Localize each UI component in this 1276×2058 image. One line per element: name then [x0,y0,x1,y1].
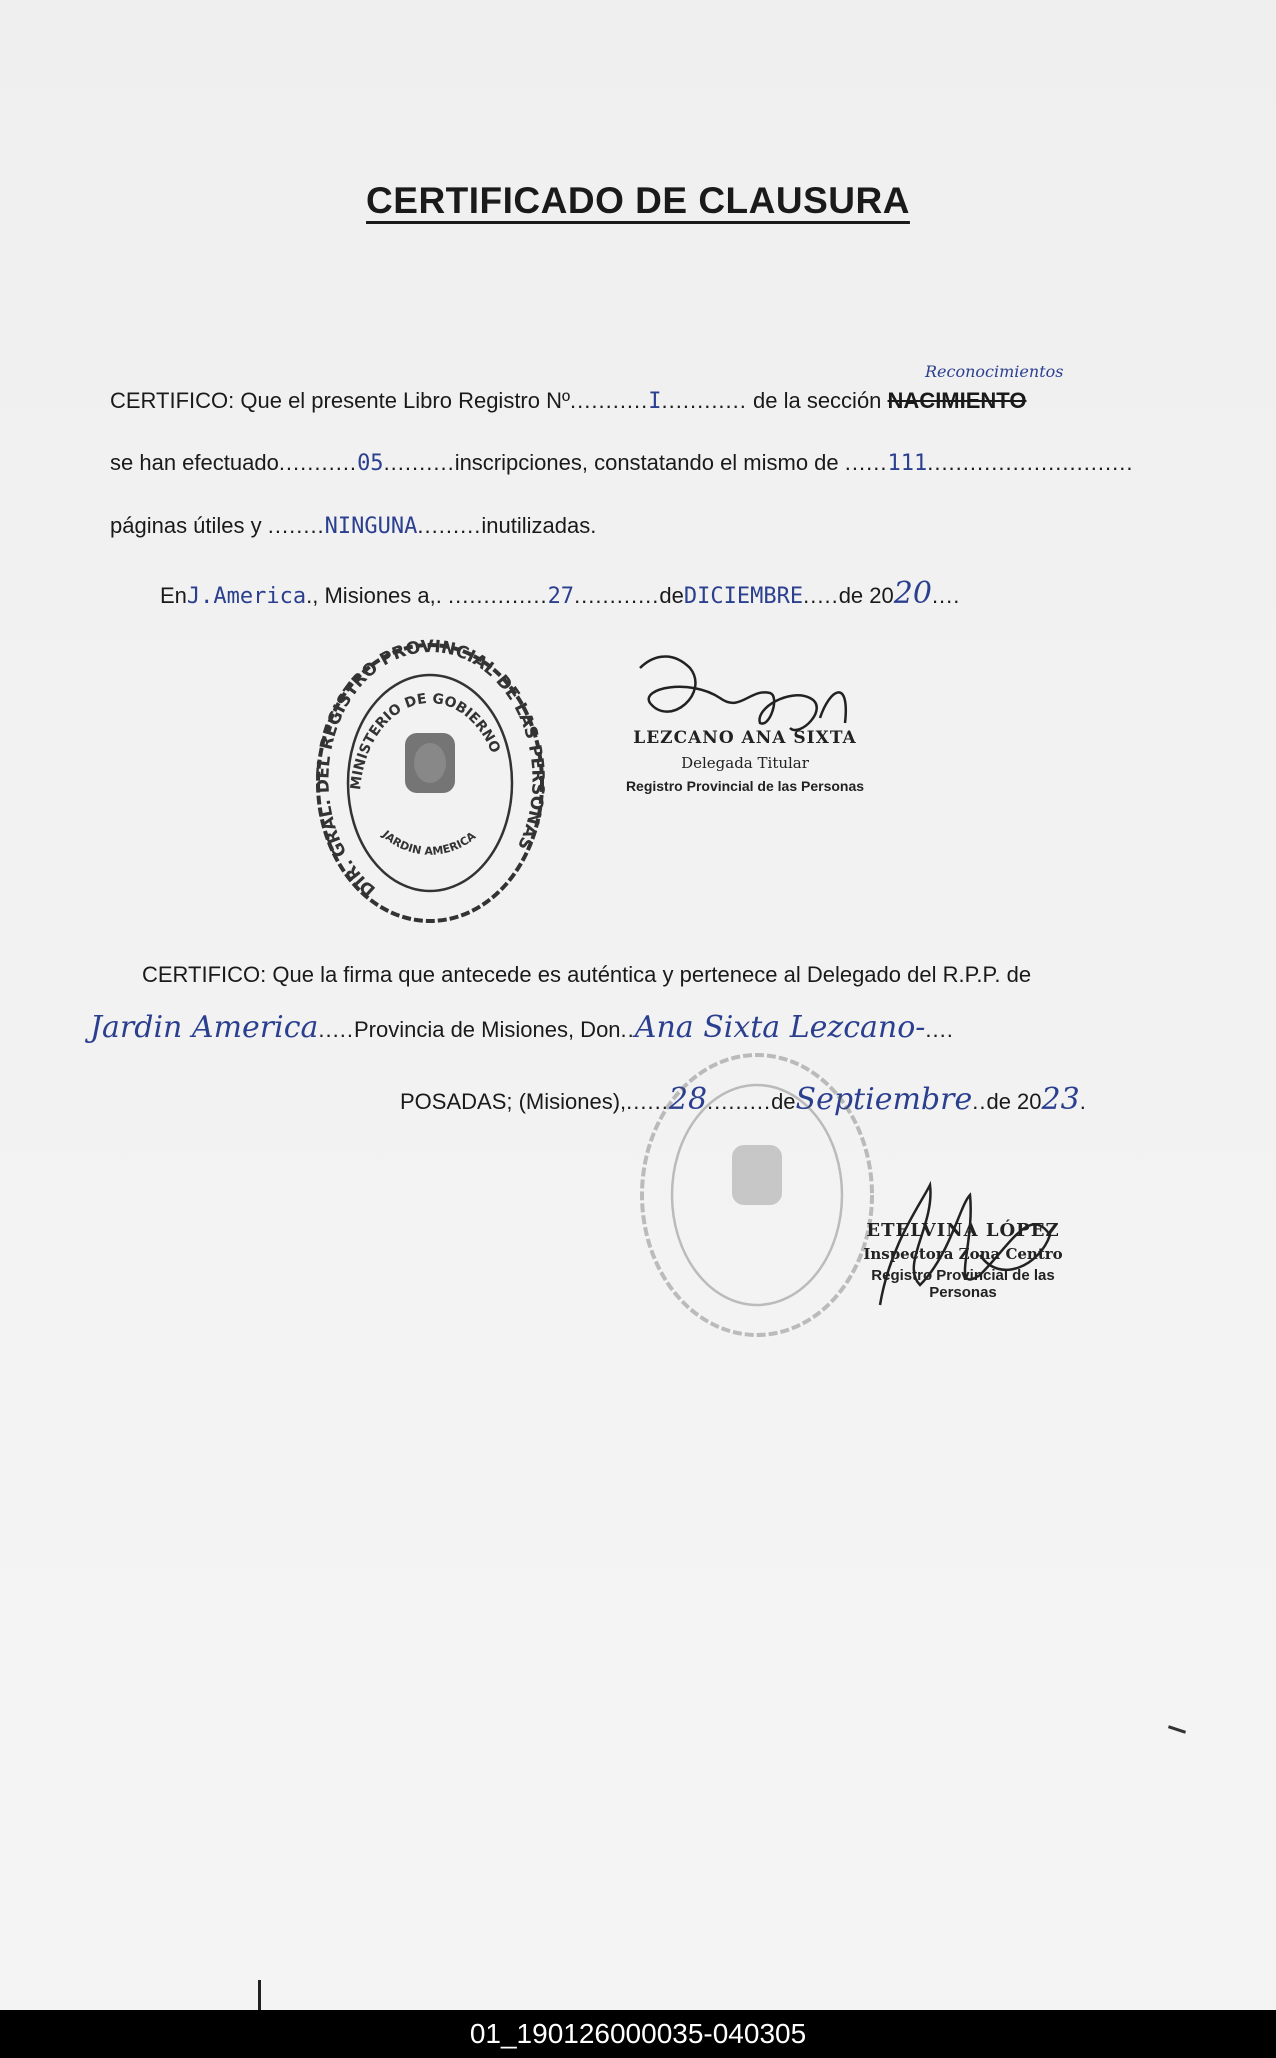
dots: ...... [844,450,888,475]
dots: ...... [626,1089,669,1114]
signer1-org: Registro Provincial de las Personas [625,778,865,794]
dots: ......... [417,513,482,538]
paginas-number: 111 [887,451,928,476]
de-label: de [771,1089,796,1114]
para1-line1 [110,388,1026,414]
dots: ........... [278,450,358,475]
libro-number: I [648,389,662,414]
para1-line2-prefix: se han efectuado [110,450,279,475]
para1-line3 [110,513,596,539]
para2-line1: CERTIFICO: Que la firma que antecede es auténtica y pertenece al Delegado del R.P.P. de [142,962,1032,987]
signature-1-block [610,728,880,794]
dia2-value: 28 [668,1082,708,1117]
dots: .. [972,1089,987,1114]
inscripciones-number: 05 [357,451,384,476]
signer1-role: Delegada Titular [681,754,809,772]
para2-line2 [90,1010,954,1045]
dots: ........... [570,388,649,413]
dots: ..... [803,583,839,608]
stamp-inner-text: MINISTERIO DE GOBIERNO [348,690,504,791]
dots: .... [925,1017,954,1042]
signer2-role: Inspectora Zona Centro [863,1245,1063,1263]
de-label: de [659,583,684,608]
de-year-label: de 20 [986,1089,1042,1114]
edge-tick [258,1980,261,2010]
para1-line1-middle: de la sección [746,388,888,413]
dots: .... [931,583,961,608]
para2-line2-middle: Provincia de Misiones, Don [353,1017,621,1042]
anio-value: 20 [893,576,932,611]
dots: . [1079,1089,1087,1114]
footer-id-bar: 01_190126000035-040305 [0,2010,1276,2058]
para1-line4-prefix: En [160,583,187,608]
coat-of-arms-icon [405,733,455,793]
para1-line1-prefix: CERTIFICO: Que el presente Libro Registro Nº [110,388,571,413]
para1-line2 [110,450,1133,476]
dots: ............ [661,388,747,413]
para2-line3-prefix: POSADAS; (Misiones), [400,1089,627,1114]
coat-of-arms-icon [732,1145,782,1205]
dots: .. [620,1017,635,1042]
signer1-name: LEZCANO ANA SIXTA [633,728,857,748]
stamp-bottom-text: JARDIN AMERICA [379,827,479,858]
anio2-value: 23 [1041,1082,1080,1117]
dots: ..... [318,1017,354,1042]
para1-line2-middle: inscripciones, constatando el mismo de [454,450,845,475]
svg-text:JARDIN AMERICA [379,827,479,858]
para1-line3-suffix: inutilizadas. [481,513,597,538]
dots: ............................. [927,450,1134,475]
para1-line4 [160,576,960,611]
seccion-printed: NACIMIENTO [887,388,1027,413]
para1-line3-prefix: páginas útiles y [110,513,268,538]
lugar-value: J.America [186,584,307,609]
lugar2-value: Jardin America [90,1010,319,1045]
official-seal-stamp [310,638,550,928]
dots: ............ [574,583,660,608]
mes-value: DICIEMBRE [683,584,804,609]
dots: ......... [707,1089,772,1114]
signer2-name: ETELVINA LÓPEZ [866,1220,1060,1241]
stamp-outer-text: DIR. GRAL. DEL REGISTRO PROVINCIAL DE LAS PERSONAS [313,638,548,900]
dia-value: 27 [547,584,575,609]
dots: .............. [447,583,548,608]
document-title: CERTIFICADO DE CLAUSURA [366,180,910,221]
para1-line4-middle: ., Misiones a,. [306,583,448,608]
signature-2-block [838,1220,1088,1301]
seccion-handwritten: Reconocimientos [925,362,1064,381]
delegado-value: Ana Sixta Lezcano- [634,1010,926,1045]
dots: ........ [267,513,325,538]
de-year-label: de 20 [838,583,894,608]
stray-mark [1168,1725,1186,1733]
signer2-org: Registro Provincial de las Personas [871,1267,1055,1301]
dots: .......... [383,450,455,475]
inutilizadas-value: NINGUNA [324,514,418,539]
mes2-value: Septiembre [795,1082,973,1117]
